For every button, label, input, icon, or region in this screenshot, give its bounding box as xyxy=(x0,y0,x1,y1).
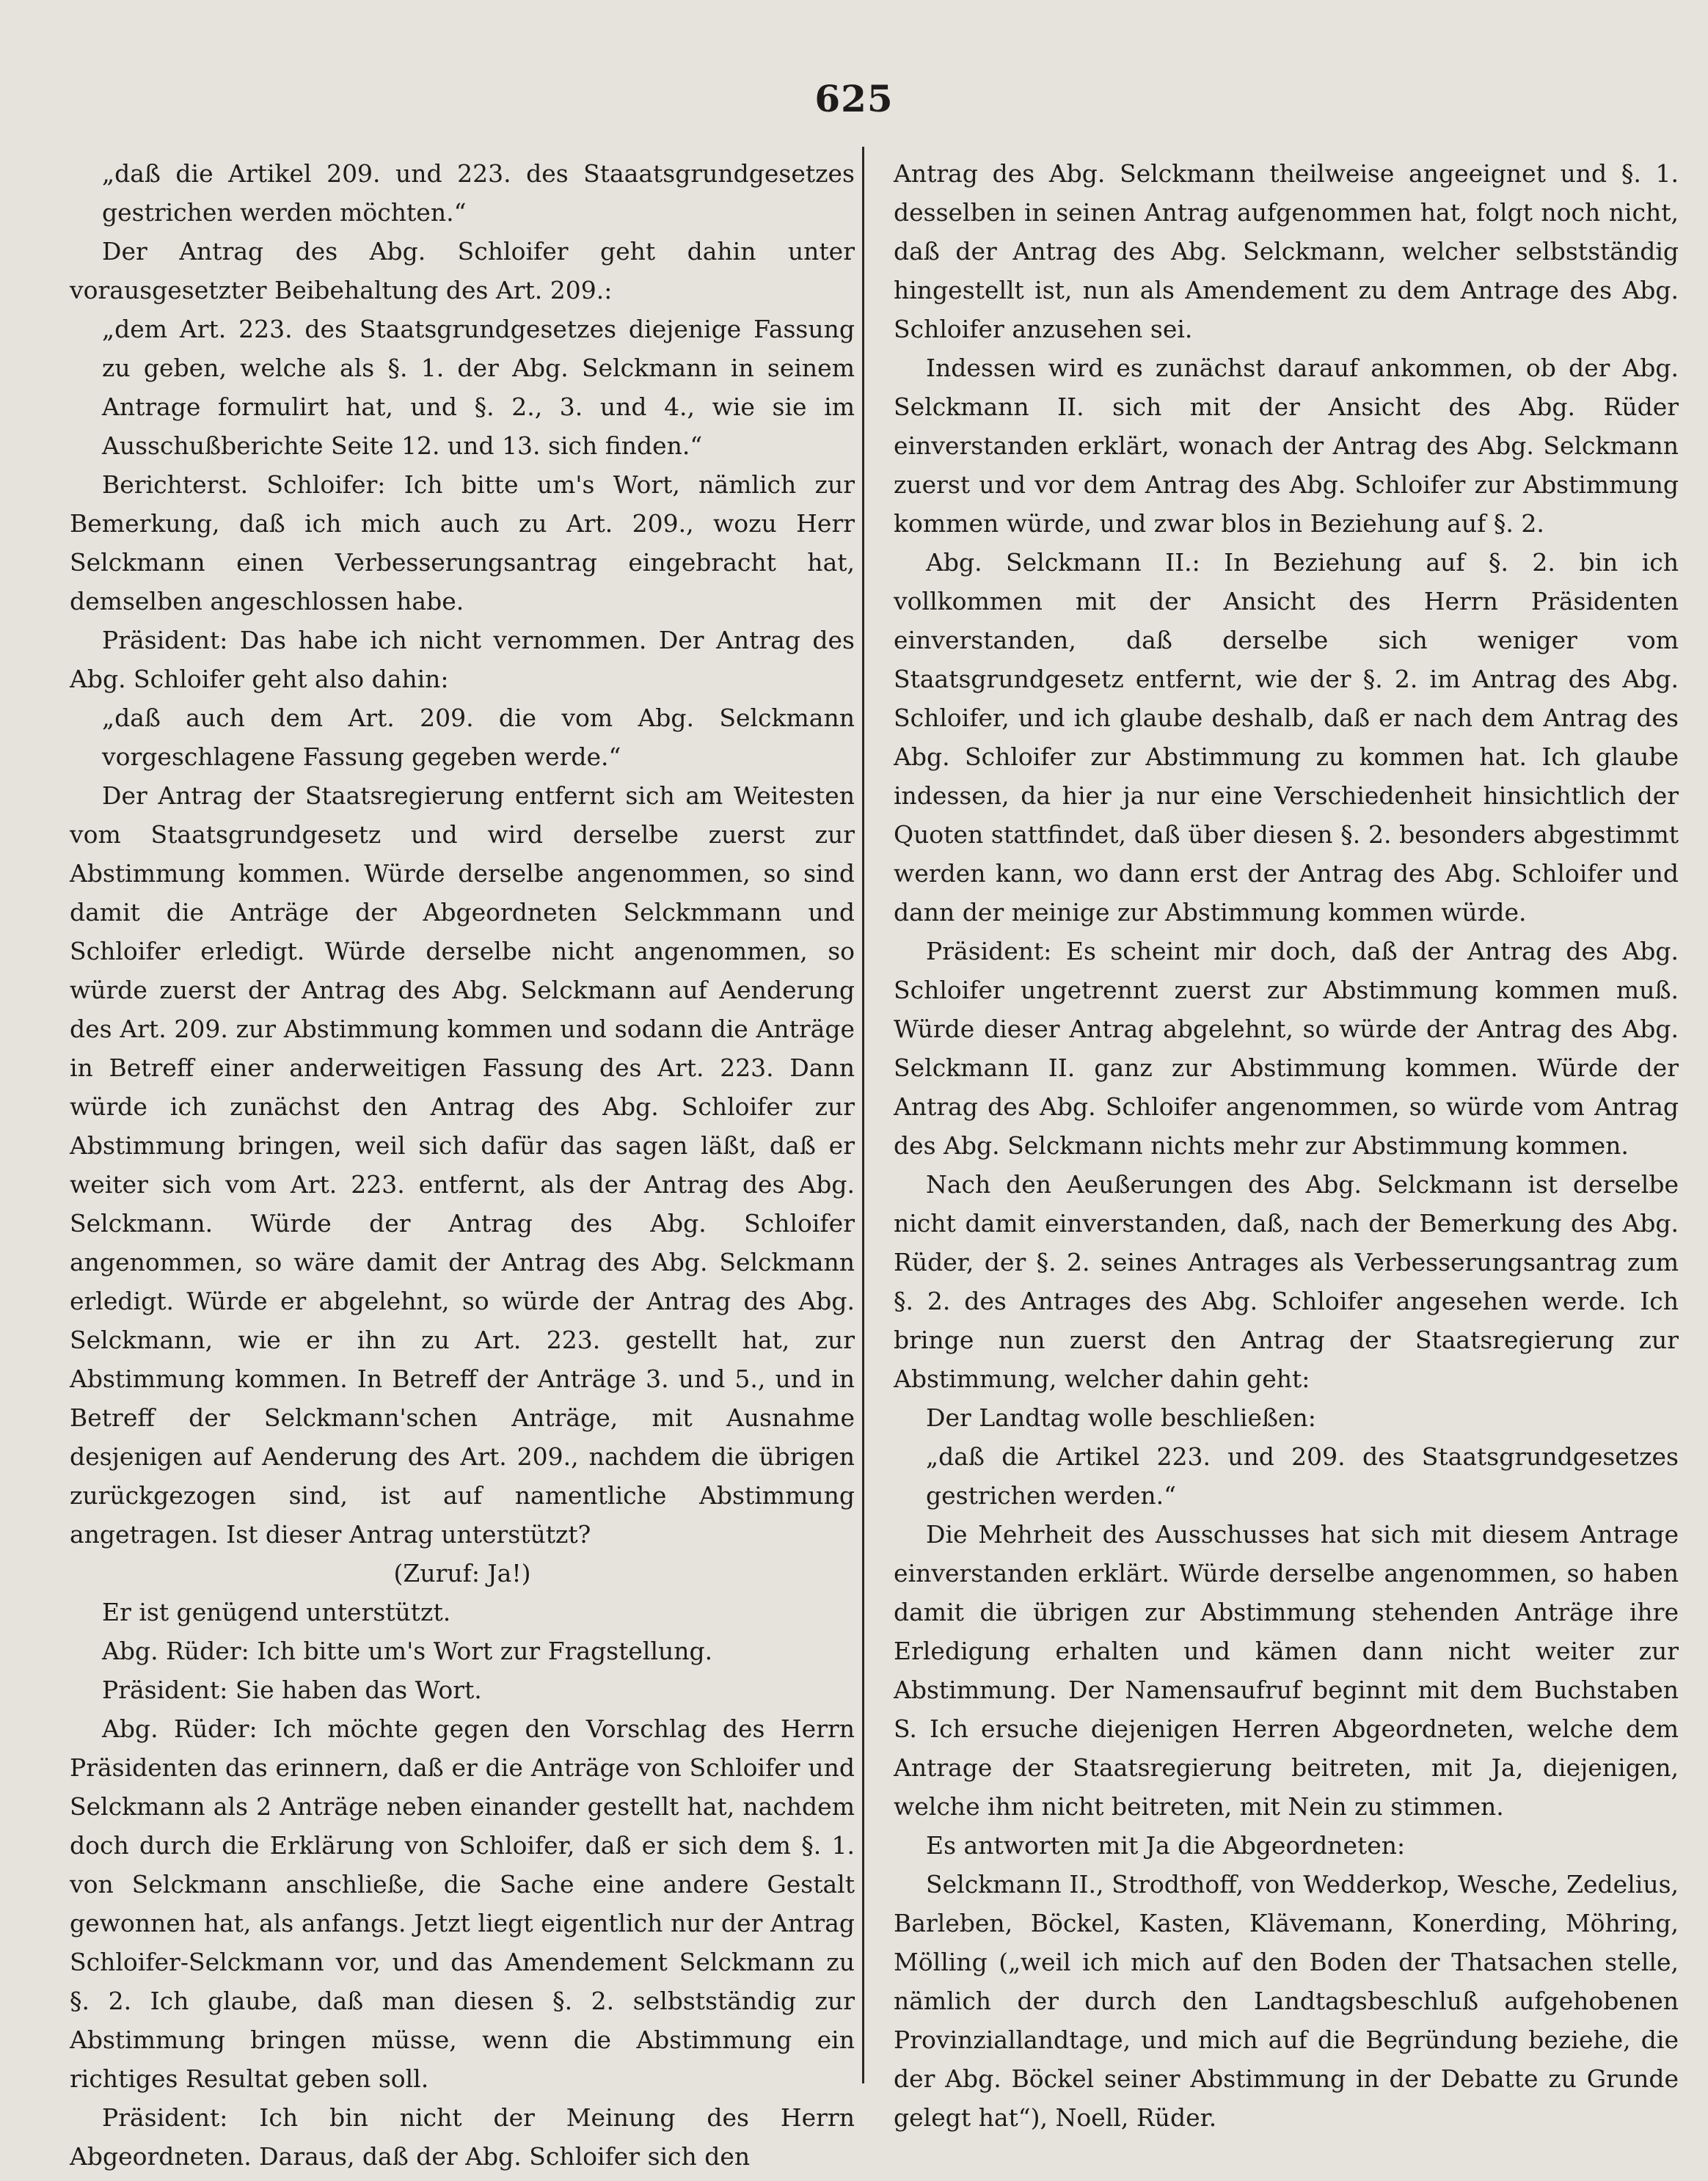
paragraph: Selckmann II., Strodthoff, von Wedderkop, Wesche, Zedelius, Barleben, Böckel, Kasten, Klävemann, Konerding, Möhring, Mölling („weil ich mich auf den Boden der Thatsachen stelle, nämlich der durch den Landtagsbeschluß aufgehobenen Provinziallandtage, und mich auf die Begründung beziehe, die der Abg. Böckel seiner Abstimmung in der Debatte zu Grunde gelegt hat“), Noell, Rüder. xyxy=(894,1870,1679,2132)
paragraph: Der Landtag wolle beschließen: xyxy=(926,1403,1316,1432)
left-column xyxy=(70,154,855,2176)
paragraph: „daß die Artikel 223. und 209. des Staatsgrundgesetzes gestrichen werden.“ xyxy=(926,1442,1679,1510)
paragraph: Er ist genügend unterstützt. xyxy=(102,1598,451,1626)
paragraph: Indessen wird es zunächst darauf ankommen, ob der Abg. Selckmann II. sich mit der Ansicht des Abg. Rüder einverstanden erklärt, wonach der Antrag des Abg. Selckmann zuerst und vor dem Antrag des Abg. Schloifer zur Abstimmung kommen würde, und zwar blos in Beziehung auf §. 2. xyxy=(894,354,1679,538)
right-column xyxy=(894,154,1679,2137)
paragraph: Der Antrag des Abg. Schloifer geht dahin unter vorausgesetzter Beibehaltung des Art. 209.: xyxy=(70,237,855,304)
page-number: 625 xyxy=(814,77,894,120)
paragraph: „daß die Artikel 209. und 223. des Staaatsgrundgesetzes gestrichen werden möchten.“ xyxy=(102,159,855,227)
paragraph: (Zuruf: Ja!) xyxy=(393,1559,531,1588)
paragraph: „daß auch dem Art. 209. die vom Abg. Selckmann vorgeschlagene Fassung gegeben werde.“ xyxy=(102,704,855,771)
paragraph: Der Antrag der Staatsregierung entfernt sich am Weitesten vom Staatsgrundgesetz und wird derselbe zuerst zur Abstimmung kommen. Würde derselbe angenommen, so sind damit die Anträge der Abgeordneten Selckmmann und Schloifer erledigt. Würde derselbe nicht angenommen, so würde zuerst der Antrag des Abg. Selckmann auf Aenderung des Art. 209. zur Abstimmung kommen und sodann die Anträge in Betreff einer anderweitigen Fassung des Art. 223. Dann würde ich zunächst den Antrag des Abg. Schloifer zur Abstimmung bringen, weil sich dafür das sagen läßt, daß er weiter sich vom Art. 223. entfernt, als der Antrag des Abg. Selckmann. Würde der Antrag des Abg. Schloifer angenommen, so wäre damit der Antrag des Abg. Selckmann erledigt. Würde er abgelehnt, so würde der Antrag des Abg. Selckmann, wie er ihn zu Art. 223. gestellt hat, zur Abstimmung kommen. In Betreff der Anträge 3. und 5., und in Betreff der Selckmann'schen Anträge, mit Ausnahme desjenigen auf Aenderung des Art. 209., nachdem die übrigen zurückgezogen sind, ist auf namentliche Abstimmung angetragen. Ist dieser Antrag unterstützt? xyxy=(70,781,855,1549)
paragraph: Antrag des Abg. Selckmann theilweise angeeignet und §. 1. desselben in seinen Antrag aufgenommen hat, folgt noch nicht, daß der Antrag des Abg. Selckmann, welcher selbstständig hingestellt ist, nun als Amendement zu dem Antrage des Abg. Schloifer anzusehen sei. xyxy=(894,159,1679,343)
column-divider xyxy=(862,147,864,2083)
paragraph: Präsident: Ich bin nicht der Meinung des Herrn Abgeordneten. Daraus, daß der Abg. Schloifer sich den xyxy=(70,2103,855,2171)
paragraph: Präsident: Sie haben das Wort. xyxy=(102,1676,482,1704)
paragraph: Präsident: Es scheint mir doch, daß der Antrag des Abg. Schloifer ungetrennt zuerst zur Abstimmung kommen muß. Würde dieser Antrag abgelehnt, so würde der Antrag des Abg. Selckmann II. ganz zur Abstimmung kommen. Würde der Antrag des Abg. Schloifer angenommen, so würde vom Antrag des Abg. Selckmann nichts mehr zur Abstimmung kommen. xyxy=(894,937,1679,1160)
paragraph: „dem Art. 223. des Staatsgrundgesetzes diejenige Fassung zu geben, welche als §. 1. der Abg. Selckmann in seinem Antrage formulirt hat, und §. 2., 3. und 4., wie sie im Ausschußberichte Seite 12. und 13. sich finden.“ xyxy=(102,315,855,460)
paragraph: Berichterst. Schloifer: Ich bitte um's Wort, nämlich zur Bemerkung, daß ich mich auch zu Art. 209., wozu Herr Selckmann einen Verbesserungsantrag eingebracht hat, demselben angeschlossen habe. xyxy=(70,470,855,615)
paragraph: Nach den Aeußerungen des Abg. Selckmann ist derselbe nicht damit einverstanden, daß, nach der Bemerkung des Abg. Rüder, der §. 2. seines Antrages als Verbesserungsantrag zum §. 2. des Antrages des Abg. Schloifer angesehen werde. Ich bringe nun zuerst den Antrag der Staatsregierung zur Abstimmung, welcher dahin geht: xyxy=(894,1170,1679,1393)
paragraph: Abg. Rüder: Ich bitte um's Wort zur Fragstellung. xyxy=(102,1637,713,1665)
paragraph: Präsident: Das habe ich nicht vernommen. Der Antrag des Abg. Schloifer geht also dahin: xyxy=(70,626,855,693)
paragraph: Abg. Rüder: Ich möchte gegen den Vorschlag des Herrn Präsidenten das erinnern, daß er die Anträge von Schloifer und Selckmann als 2 Anträge neben einander gestellt hat, nachdem doch durch die Erklärung von Schloifer, daß er sich dem §. 1. von Selckmann anschließe, die Sache eine andere Gestalt gewonnen hat, als anfangs. Jetzt liegt eigentlich nur der Antrag Schloifer-Selckmann vor, und das Amendement Selckmann zu §. 2. Ich glaube, daß man diesen §. 2. selbstständig zur Abstimmung bringen müsse, wenn die Abstimmung ein richtiges Resultat geben soll. xyxy=(70,1714,855,2093)
paragraph: Die Mehrheit des Ausschusses hat sich mit diesem Antrage einverstanden erklärt. Würde derselbe angenommen, so haben damit die übrigen zur Abstimmung stehenden Anträge ihre Erledigung erhalten und kämen dann nicht weiter zur Abstimmung. Der Namensaufruf beginnt mit dem Buchstaben S. Ich ersuche diejenigen Herren Abgeordneten, welche dem Antrage der Staatsregierung beitreten, mit Ja, diejenigen, welche ihm nicht beitreten, mit Nein zu stimmen. xyxy=(894,1520,1679,1821)
paragraph: Es antworten mit Ja die Abgeordneten: xyxy=(926,1831,1406,1860)
paragraph: Abg. Selckmann II.: In Beziehung auf §. 2. bin ich vollkommen mit der Ansicht des Herrn Präsidenten einverstanden, daß derselbe sich weniger vom Staatsgrundgesetz entfernt, wie der §. 2. im Antrag des Abg. Schloifer, und ich glaube deshalb, daß er nach dem Antrag des Abg. Schloifer zur Abstimmung zu kommen hat. Ich glaube indessen, da hier ja nur eine Verschiedenheit hinsichtlich der Quoten stattfindet, daß über diesen §. 2. besonders abgestimmt werden kann, wo dann erst der Antrag des Abg. Schloifer und dann der meinige zur Abstimmung kommen würde. xyxy=(894,548,1679,927)
